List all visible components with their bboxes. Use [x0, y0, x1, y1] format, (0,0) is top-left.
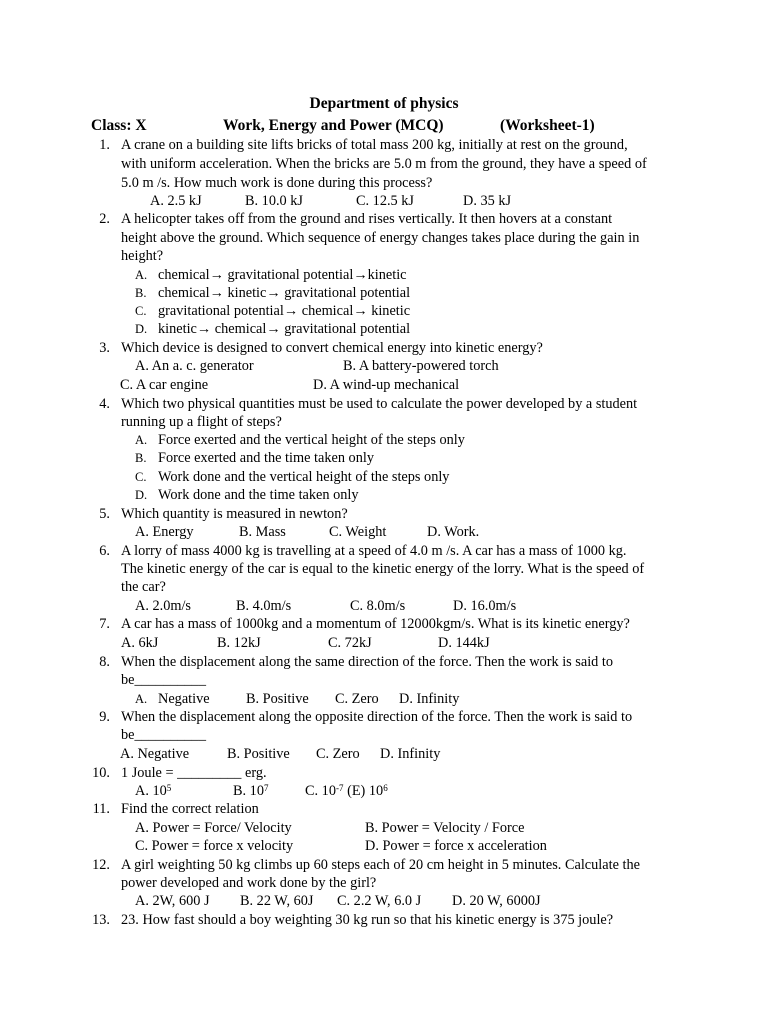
option-a: A. 2W, 600 J	[135, 893, 210, 909]
question-text: Find the correct relation	[121, 801, 259, 817]
department-title: Department of physics	[309, 95, 459, 112]
option-a: A. 2.0m/s	[135, 598, 192, 614]
option-letter: C.	[135, 470, 147, 484]
option-letter: B.	[135, 451, 147, 465]
option-b: B. 10.0 kJ	[245, 193, 303, 209]
class-header-line	[91, 117, 595, 135]
option-exponent: 7	[263, 783, 269, 793]
question-number: 8.	[99, 654, 110, 670]
option-letter: A.	[135, 433, 148, 447]
question-number: 4.	[99, 396, 110, 412]
option-c: C. Weight	[329, 524, 387, 540]
option-b: B. A battery-powered torch	[343, 358, 499, 374]
option-c: C. Zero	[335, 691, 379, 707]
option-text: chemical→ kinetic→ gravitational potential	[158, 285, 411, 301]
question-number: 11.	[92, 801, 110, 817]
option-b: B. Mass	[239, 524, 286, 540]
option-d: D. Infinity	[399, 691, 460, 707]
option-base: C. 10	[305, 783, 336, 799]
question-number: 13.	[92, 912, 110, 928]
option-a	[135, 782, 171, 800]
question-text: power developed and work done by the girl?	[121, 875, 377, 891]
question-text: 5.0 m /s. How much work is done during this process?	[121, 175, 433, 191]
option-c: C. Power = force x velocity	[135, 838, 294, 854]
option-letter: C.	[135, 304, 147, 318]
question-text: 23. How fast should a boy weighting 30 kg run so that his kinetic energy is 375 joule?	[121, 912, 614, 928]
option-c: C. 12.5 kJ	[356, 193, 414, 209]
question-text: When the displacement along the opposite direction of the force. Then the work is said to	[121, 709, 633, 725]
option-d: D. 16.0m/s	[453, 598, 517, 614]
option-letter: D.	[135, 488, 148, 502]
option-exponent: 5	[166, 783, 172, 793]
question-text: The kinetic energy of the car is equal to the kinetic energy of the lorry. What is the speed of	[121, 561, 645, 577]
question-number: 12.	[92, 857, 110, 873]
worksheet-label: (Worksheet-1)	[500, 117, 595, 134]
question-number: 10.	[92, 765, 110, 781]
option-d: D. 144kJ	[438, 635, 490, 651]
option-d: D. Work.	[427, 524, 480, 540]
question-number: 2.	[99, 211, 110, 227]
question-number: 5.	[99, 506, 110, 522]
question-text: A lorry of mass 4000 kg is travelling at a speed of 4.0 m /s. A car has a mass of 1000 kg.	[121, 543, 627, 559]
question-text: Which two physical quantities must be used to calculate the power developed by a student	[121, 396, 638, 412]
option-b: B. 12kJ	[217, 635, 261, 651]
question-text: A crane on a building site lifts bricks of total mass 200 kg, initially at rest on the ground,	[121, 137, 628, 153]
option-base: A. 10	[135, 783, 167, 799]
question-text: A girl weighting 50 kg climbs up 60 steps each of 20 cm height in 5 minutes. Calculate the	[121, 857, 640, 873]
question-text: Which device is designed to convert chemical energy into kinetic energy?	[121, 340, 543, 356]
option-b: B. Positive	[227, 746, 290, 762]
option-a: A. Negative	[120, 746, 190, 762]
question-text: A car has a mass of 1000kg and a momentum of 12000kgm/s. What is its kinetic energy?	[121, 616, 630, 632]
option-a: Negative	[158, 691, 210, 707]
option-c	[305, 782, 388, 800]
question-text: the car?	[121, 579, 166, 595]
option-letter: B.	[135, 286, 147, 300]
option-c: C. 8.0m/s	[350, 598, 406, 614]
option-c: C. 72kJ	[328, 635, 372, 651]
option-b: B. 22 W, 60J	[240, 893, 314, 909]
option-letter: D.	[135, 322, 148, 336]
option-c: C. Zero	[316, 746, 360, 762]
option-a: A. 2.5 kJ	[150, 193, 202, 209]
option-text: gravitational potential→ chemical→ kinetic	[158, 303, 411, 319]
question-text: When the displacement along the same direction of the force. Then the work is said to	[121, 654, 614, 670]
option-d: D. 35 kJ	[463, 193, 512, 209]
question-text: be__________	[121, 727, 206, 743]
question-text: be__________	[121, 672, 206, 688]
option-c: C. 2.2 W, 6.0 J	[337, 893, 422, 909]
option-exponent: -7	[335, 783, 344, 793]
option-exponent: 6	[383, 783, 388, 793]
option-text: chemical→ gravitational potential→kinetic	[158, 267, 407, 283]
option-d: D. Power = force x acceleration	[365, 838, 547, 854]
option-d: D. A wind-up mechanical	[313, 377, 460, 393]
class-label: Class: X	[91, 117, 147, 134]
option-text: Work done and the time taken only	[158, 487, 359, 503]
option-b: B. 4.0m/s	[236, 598, 292, 614]
option-text: Force exerted and the time taken only	[158, 450, 374, 466]
question-number: 9.	[99, 709, 110, 725]
option-text: Force exerted and the vertical height of the steps only	[158, 432, 465, 448]
option-a: A. Energy	[135, 524, 194, 540]
option-base: (E) 10	[347, 783, 384, 799]
option-text: Work done and the vertical height of the steps only	[158, 469, 450, 485]
question-text: height?	[121, 248, 164, 264]
option-letter: A.	[135, 692, 148, 706]
question-text: with uniform acceleration. When the bricks are 5.0 m from the ground, they have a speed of	[121, 156, 647, 172]
question-number: 1.	[99, 137, 110, 153]
option-d: D. 20 W, 6000J	[452, 893, 541, 909]
subject-title: Work, Energy and Power (MCQ)	[223, 117, 444, 134]
option-b: B. Power = Velocity / Force	[365, 820, 525, 836]
option-a: A. Power = Force/ Velocity	[135, 820, 292, 836]
question-text: Which quantity is measured in newton?	[121, 506, 348, 522]
option-b	[233, 782, 268, 800]
option-b: B. Positive	[246, 691, 309, 707]
question-number: 7.	[99, 616, 110, 632]
option-base: B. 10	[233, 783, 264, 799]
question-text: height above the ground. Which sequence of energy changes takes place during the gain in	[121, 230, 640, 246]
option-a: A. An a. c. generator	[135, 358, 254, 374]
question-number: 6.	[99, 543, 110, 559]
question-number: 3.	[99, 340, 110, 356]
question-text: 1 Joule = _________ erg.	[121, 765, 267, 781]
question-text: running up a flight of steps?	[121, 414, 282, 430]
option-d: D. Infinity	[380, 746, 441, 762]
option-c: C. A car engine	[120, 377, 209, 393]
option-letter: A.	[135, 268, 148, 282]
option-a: A. 6kJ	[121, 635, 159, 651]
option-text: kinetic→ chemical→ gravitational potential	[158, 321, 411, 337]
question-text: A helicopter takes off from the ground and rises vertically. It then hovers at a constant	[121, 211, 613, 227]
